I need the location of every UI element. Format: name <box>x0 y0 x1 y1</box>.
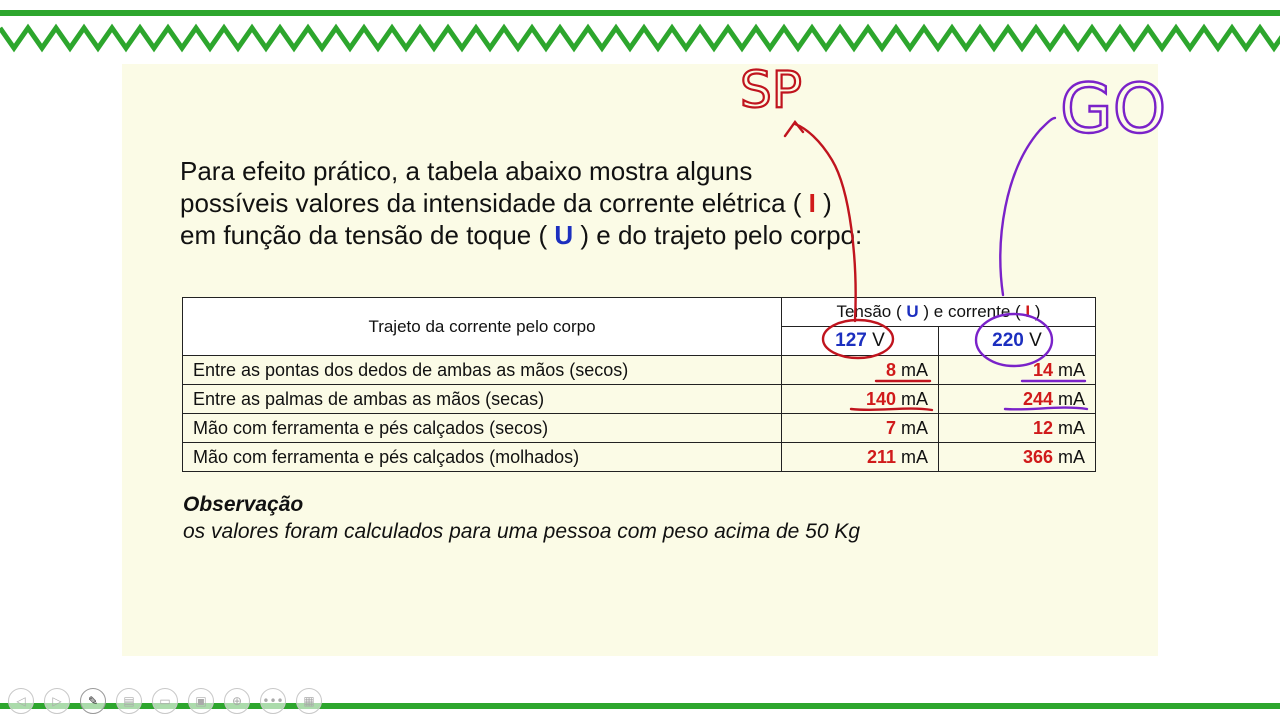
voltage-220-value: 220 <box>992 330 1024 351</box>
intro-line-3 <box>180 219 1140 251</box>
voltage-127-value: 127 <box>835 330 867 351</box>
previous-slide-button[interactable] <box>8 688 34 714</box>
zoom-icon: ⊕ <box>231 694 243 708</box>
intro-line-3-end: ) e do trajeto pelo corpo: <box>573 220 863 250</box>
group-header-i: I <box>1025 302 1031 321</box>
value-number: 14 <box>1032 359 1053 380</box>
row-value-127 <box>782 356 939 385</box>
value-unit: mA <box>901 446 928 467</box>
intro-line-2-end: ) <box>815 188 832 218</box>
path-column-header: Trajeto da corrente pelo corpo <box>183 298 782 356</box>
screen-icon: ▭ <box>159 694 171 708</box>
value-unit: mA <box>901 388 928 409</box>
video-icon: ▣ <box>195 694 207 708</box>
group-header-u: U <box>906 302 919 321</box>
intro-line-2-text: possíveis valores da intensidade da corrente elétrica ( <box>180 188 809 218</box>
table-row <box>183 443 1096 472</box>
presentation-toolbar <box>8 688 322 714</box>
next-slide-button[interactable] <box>44 688 70 714</box>
voltage-220-unit: V <box>1029 330 1042 351</box>
value-number: 366 <box>1022 446 1053 467</box>
observation-text: os valores foram calculados para uma pessoa com peso acima de 50 Kg <box>183 520 861 543</box>
table-row <box>183 385 1096 414</box>
value-unit: mA <box>1058 359 1085 380</box>
group-header-mid: ) e corrente ( <box>918 302 1026 321</box>
video-button[interactable] <box>188 688 214 714</box>
row-path: Mão com ferramenta e pés calçados (secos) <box>183 414 782 443</box>
more-button[interactable] <box>260 688 286 714</box>
value-unit: mA <box>901 359 928 380</box>
value-number: 211 <box>866 446 896 467</box>
value-unit: mA <box>1058 446 1085 467</box>
intro-line-2 <box>180 187 1140 219</box>
value-unit: mA <box>1058 417 1085 438</box>
row-path: Entre as palmas de ambas as mãos (secas) <box>183 385 782 414</box>
value-unit: mA <box>901 417 928 438</box>
current-table <box>182 297 1096 472</box>
group-header-post: ) <box>1030 302 1041 321</box>
voltage-220-header <box>939 327 1096 356</box>
more-icon: ••• <box>262 694 284 708</box>
row-value-220 <box>939 443 1096 472</box>
handwriting-sp: SP <box>740 61 802 119</box>
row-value-127 <box>782 414 939 443</box>
row-value-127 <box>782 443 939 472</box>
row-value-220 <box>939 414 1096 443</box>
intro-line-1: Para efeito prático, a tabela abaixo mostra alguns <box>180 156 753 186</box>
options-button[interactable] <box>296 688 322 714</box>
row-value-220 <box>939 385 1096 414</box>
top-zigzag-border <box>0 0 1280 60</box>
value-number: 244 <box>1022 388 1053 409</box>
intro-paragraph <box>180 155 1140 251</box>
zoom-button[interactable] <box>224 688 250 714</box>
voltage-symbol: U <box>554 220 574 250</box>
voltage-127-unit: V <box>872 330 885 351</box>
handwriting-go: GO <box>1060 70 1167 149</box>
row-path: Entre as pontas dos dedos de ambas as mãos (secos) <box>183 356 782 385</box>
intro-line-3-text: em função da tensão de toque ( <box>180 220 555 250</box>
value-number: 8 <box>885 359 896 380</box>
options-icon: ▦ <box>303 694 315 708</box>
row-value-220 <box>939 356 1096 385</box>
row-path: Mão com ferramenta e pés calçados (molhados) <box>183 443 782 472</box>
value-number: 140 <box>865 388 896 409</box>
arrow-right-icon: ▷ <box>52 694 62 708</box>
table-row <box>183 356 1096 385</box>
group-header-pre: Tensão ( <box>836 302 907 321</box>
pages-icon: ▤ <box>123 694 135 708</box>
value-unit: mA <box>1058 388 1085 409</box>
table-row <box>183 414 1096 443</box>
pen-icon: ✎ <box>87 694 99 708</box>
screen-button[interactable] <box>152 688 178 714</box>
observation-title: Observação <box>183 493 304 516</box>
pages-button[interactable] <box>116 688 142 714</box>
arrow-left-icon: ◁ <box>16 694 26 708</box>
value-number: 12 <box>1032 417 1053 438</box>
row-value-127 <box>782 385 939 414</box>
value-number: 7 <box>885 417 896 438</box>
voltage-127-header <box>782 327 939 356</box>
voltage-current-header <box>782 298 1096 327</box>
current-symbol: I <box>808 188 816 218</box>
pen-tool-button[interactable] <box>80 688 106 714</box>
